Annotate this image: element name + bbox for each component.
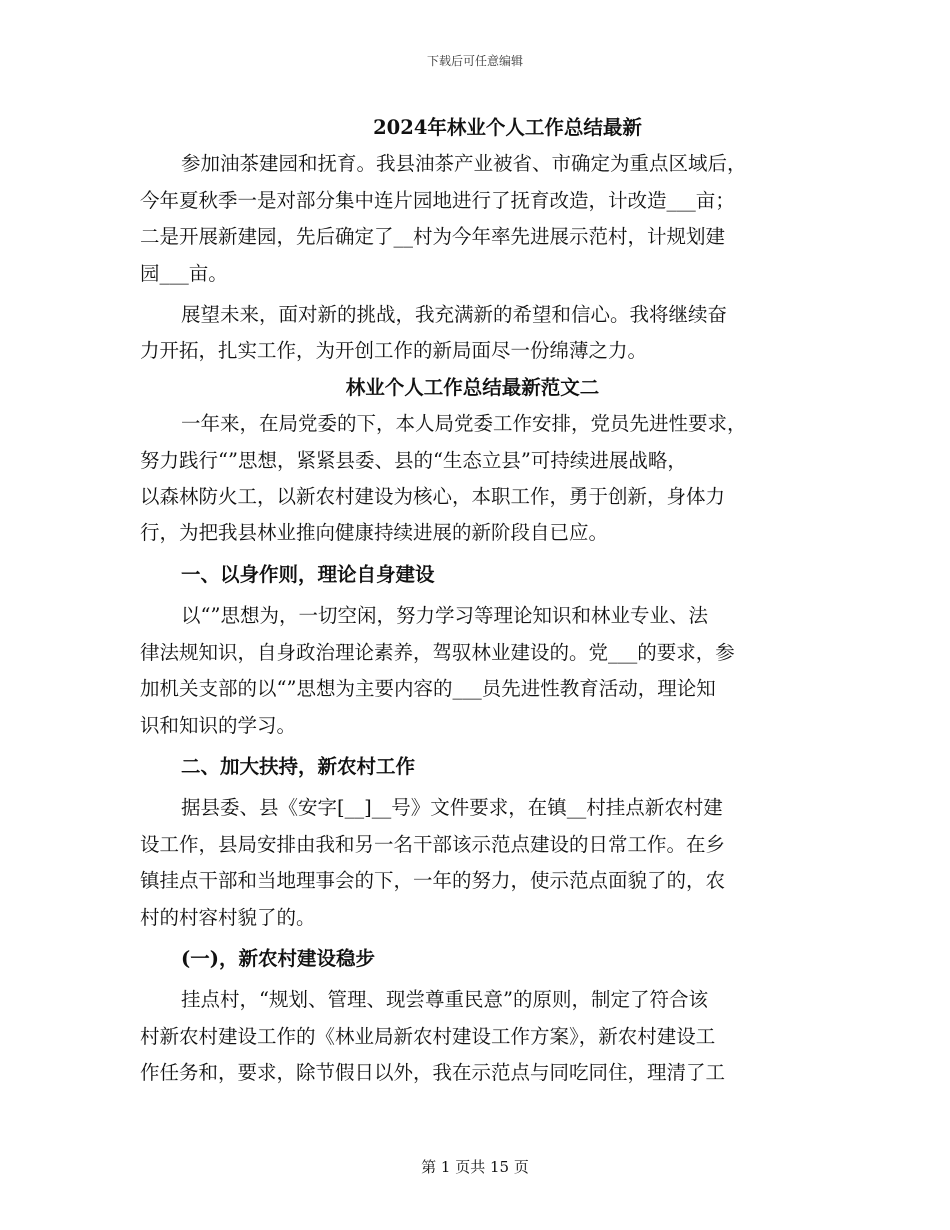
paragraph-line: 以森林防火工，以新农村建设为核心，本职工作，勇于创新，身体力 <box>140 485 726 509</box>
page-footer: 第 1 页共 15 页 <box>421 1158 529 1176</box>
paragraph-line: 以“”思想为，一切空闲，努力学习等理论知识和林业专业、法 <box>181 604 708 628</box>
paragraph-line: 加机关支部的以“”思想为主要内容的___员先进性教育活动，理论知 <box>140 677 716 701</box>
section-subtitle: 林业个人工作总结最新范文二 <box>345 375 600 399</box>
paragraph-line: 设工作，县局安排由我和另一名干部该示范点建设的日常工作。在乡 <box>140 832 726 856</box>
document-body <box>140 110 805 1092</box>
paragraph-line: 园___亩。 <box>140 261 228 285</box>
document-title: 2024年林业个人工作总结最新 <box>373 116 642 139</box>
section-heading: 二、加大扶持，新农村工作 <box>181 754 416 778</box>
paragraph-line: 镇挂点干部和当地理事会的下，一年的努力，使示范点面貌了的，农 <box>140 869 726 893</box>
page-header: 下载后可任意编辑 <box>426 54 523 68</box>
paragraph-line: 律法规知识，自身政治理论素养，驾驭林业建设的。党___的要求，参 <box>140 640 735 664</box>
section-heading: 一、以身作则，理论自身建设 <box>181 562 435 586</box>
paragraph-line: 一年来，在局党委的下，本人局党委工作安排，党员先进性要求， <box>181 412 747 436</box>
paragraph-line: 今年夏秋季一是对部分集中连片园地进行了抚育改造，计改造___亩； <box>140 188 735 212</box>
paragraph-line: 二是开展新建园，先后确定了__村为今年率先进展示范村，计规划建 <box>140 225 726 249</box>
paragraph-line: 村新农村建设工作的《林业局新农村建设工作方案》，新农村建设工 <box>140 1024 716 1048</box>
paragraph-line: 村的村容村貌了的。 <box>140 905 316 929</box>
section-heading: (一)，新农村建设稳步 <box>181 946 375 970</box>
paragraph-line: 据县委、县《安字[__]__号》文件要求，在镇__村挂点新农村建 <box>181 796 723 820</box>
paragraph-line: 行，为把我县林业推向健康持续进展的新阶段自已应。 <box>140 521 609 545</box>
paragraph-line: 努力践行“”思想，紧紧县委、县的“生态立县”可持续进展战略， <box>140 448 687 472</box>
paragraph-line: 参加油茶建园和抚育。我县油茶产业被省、市确定为重点区域后， <box>181 152 747 176</box>
paragraph-line: 作任务和，要求，除节假日以外，我在示范点与同吃同住，理清了工 <box>140 1061 726 1085</box>
paragraph-line: 力开拓，扎实工作，为开创工作的新局面尽一份绵薄之力。 <box>140 339 648 363</box>
paragraph-line: 挂点村，“规划、管理、现尝尊重民意”的原则，制定了符合该 <box>181 988 708 1012</box>
paragraph-line: 展望未来，面对新的挑战，我充满新的希望和信心。我将继续奋 <box>181 303 728 327</box>
paragraph-line: 识和知识的学习。 <box>140 713 297 737</box>
